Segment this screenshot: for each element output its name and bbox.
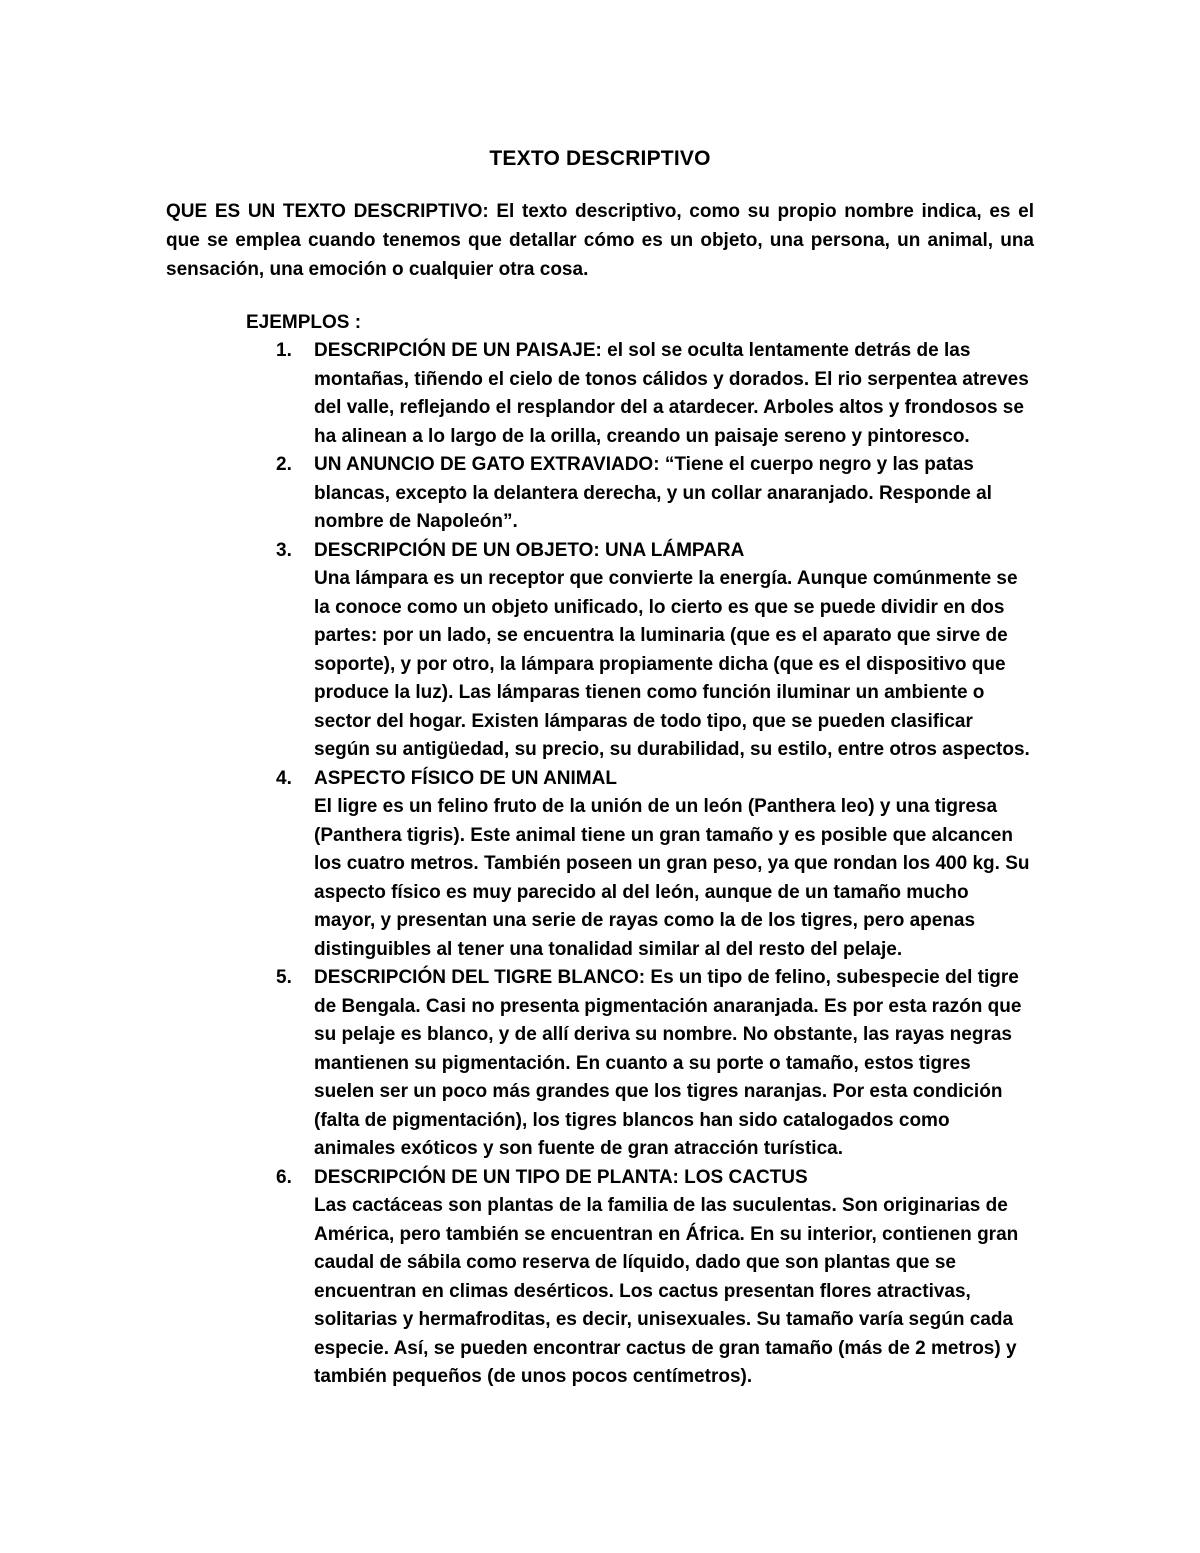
document-page: [166, 145, 1034, 1392]
examples-label: EJEMPLOS :: [246, 312, 362, 333]
list-item-number: 2.: [276, 454, 292, 475]
list-item: [166, 451, 1034, 537]
list-item: [166, 765, 1034, 965]
list-item-heading: DESCRIPCIÓN DE UN OBJETO: UNA LÁMPARA: [314, 539, 745, 561]
list-item: [166, 337, 1034, 451]
list-item-body: Una lámpara es un receptor que convierte la energía. Aunque comúnmente se la conoce como un objeto unificado, lo cierto es que se puede dividir en dos partes: por un lado, se encuentra la luminaria (que es el aparato que sirve de soporte), y por otro, la lámpara propiamente dicha (que es el dispositivo que produce la luz). Las lámparas tienen como función iluminar un ambiente o sector del hogar. Existen lámparas de todo tipo, que se pueden clasificar según su antigüedad, su precio, su durabilidad, su estilo, entre otros aspectos.: [314, 568, 1030, 760]
list-item: [166, 1164, 1034, 1392]
list-item-heading: DESCRIPCIÓN DE UN PAISAJE:: [314, 340, 602, 361]
list-item-body: El ligre es un felino fruto de la unión de un león (Panthera leo) y una tigresa (Panthera tigris). Este animal tiene un gran tamaño y es posible que alcancen los cuatro metros. También poseen un gran peso, ya que rondan los 400 kg. Su aspecto físico es muy parecido al del león, aunque de un tamaño mucho mayor, y presentan una serie de rayas como la de los tigres, pero apenas distinguibles al tener una tonalidad similar al del resto del pelaje.: [314, 796, 1030, 960]
list-item-heading: ASPECTO FÍSICO DE UN ANIMAL: [314, 767, 617, 789]
intro-paragraph: QUE ES UN TEXTO DESCRIPTIVO: El texto descriptivo, como su propio nombre indica, es el que se emplea cuando tenemos que detallar cómo es un objeto, una persona, un animal, una sensación, una emoción o cualquier otra cosa.: [166, 201, 1034, 280]
document-title: TEXTO DESCRIPTIVO: [489, 147, 711, 170]
list-item-heading: DESCRIPCIÓN DE UN TIPO DE PLANTA: LOS CACTUS: [314, 1166, 808, 1188]
list-item-heading: UN ANUNCIO DE GATO EXTRAVIADO:: [314, 454, 660, 475]
list-item-number: 1.: [276, 340, 292, 361]
list-item-number: 3.: [276, 539, 292, 561]
list-item-number: 6.: [276, 1166, 292, 1188]
examples-list: [166, 337, 1034, 1392]
list-item-body: “Tiene el cuerpo negro y las patas blancas, excepto la delantera derecha, y un collar anaranjado. Responde al nombre de Napoleón”.: [314, 454, 992, 532]
list-item-number: 5.: [276, 967, 292, 988]
list-item-heading: DESCRIPCIÓN DEL TIGRE BLANCO:: [314, 967, 646, 988]
list-item-body: Es un tipo de felino, subespecie del tigre de Bengala. Casi no presenta pigmentación anaranjada. Es por esta razón que su pelaje es blanco, y de allí deriva su nombre. No obstante, las rayas negras mantienen su pigmentación. En cuanto a su porte o tamaño, estos tigres suelen ser un poco más grandes que los tigres naranjas. Por esta condición (falta de pigmentación), los tigres blancos han sido catalogados como animales exóticos y son fuente de gran atracción turística.: [314, 967, 1022, 1159]
list-item: [166, 537, 1034, 765]
list-item-body: Las cactáceas son plantas de la familia de las suculentas. Son originarias de América, pero también se encuentran en África. En su interior, contienen gran caudal de sábila como reserva de líquido, dado que son plantas que se encuentran en climas desérticos. Los cactus presentan flores atractivas, solitarias y hermafroditas, es decir, unisexuales. Su tamaño varía según cada especie. Así, se pueden encontrar cactus de gran tamaño (más de 2 metros) y también pequeños (de unos pocos centímetros).: [314, 1195, 1019, 1387]
list-item-number: 4.: [276, 767, 292, 789]
list-item-body: el sol se oculta lentamente detrás de las montañas, tiñendo el cielo de tonos cálidos y dorados. El rio serpentea atreves del valle, reflejando el resplandor del a atardecer. Arboles altos y frondosos se ha alinean a lo largo de la orilla, creando un paisaje sereno y pintoresco.: [314, 340, 1029, 447]
list-item: [166, 964, 1034, 1164]
